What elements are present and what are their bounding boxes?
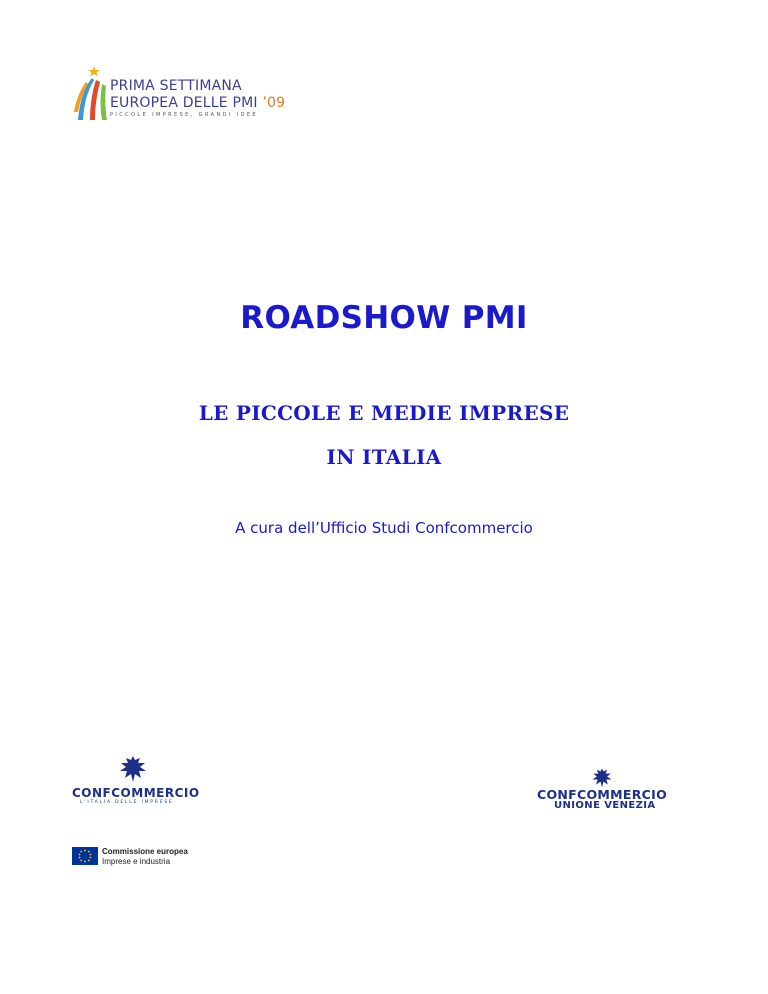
subtitle-line-1: LE PICCOLE E MEDIE IMPRESE [198, 401, 570, 425]
logo-line-1: PRIMA SETTIMANA [110, 78, 242, 94]
confcommercio-tagline: L'ITALIA DELLE IMPRESE [80, 800, 174, 805]
confcommercio-logo [72, 754, 200, 805]
eagle-icon [118, 754, 148, 784]
logo-year: ’09 [262, 95, 286, 111]
unione-venezia-label: UNIONE VENEZIA [554, 800, 656, 811]
eu-flag-icon [72, 847, 98, 865]
eu-commission-dept: Imprese e industria [102, 857, 171, 866]
eu-commission-name: Commissione europea [102, 847, 188, 856]
eu-commission-logo [72, 847, 202, 867]
logo-line-2: EUROPEA DELLE PMI ’09 [110, 95, 286, 111]
eagle-icon [590, 767, 614, 789]
pmi-week-logo [72, 64, 286, 128]
document-title: ROADSHOW PMI [240, 300, 528, 336]
logo-tagline: PICCOLE IMPRESE, GRANDI IDEE [110, 112, 258, 118]
confcommercio-wordmark: CONFCOMMERCIO [72, 786, 200, 800]
subtitle-line-2: IN ITALIA [326, 445, 442, 469]
confcommercio-wordmark: CONFCOMMERCIO [537, 787, 667, 802]
credit-line: A cura dell’Ufficio Studi Confcommercio [235, 519, 533, 537]
confcommercio-venezia-logo [537, 767, 672, 813]
pmi-figures-icon [72, 64, 112, 124]
